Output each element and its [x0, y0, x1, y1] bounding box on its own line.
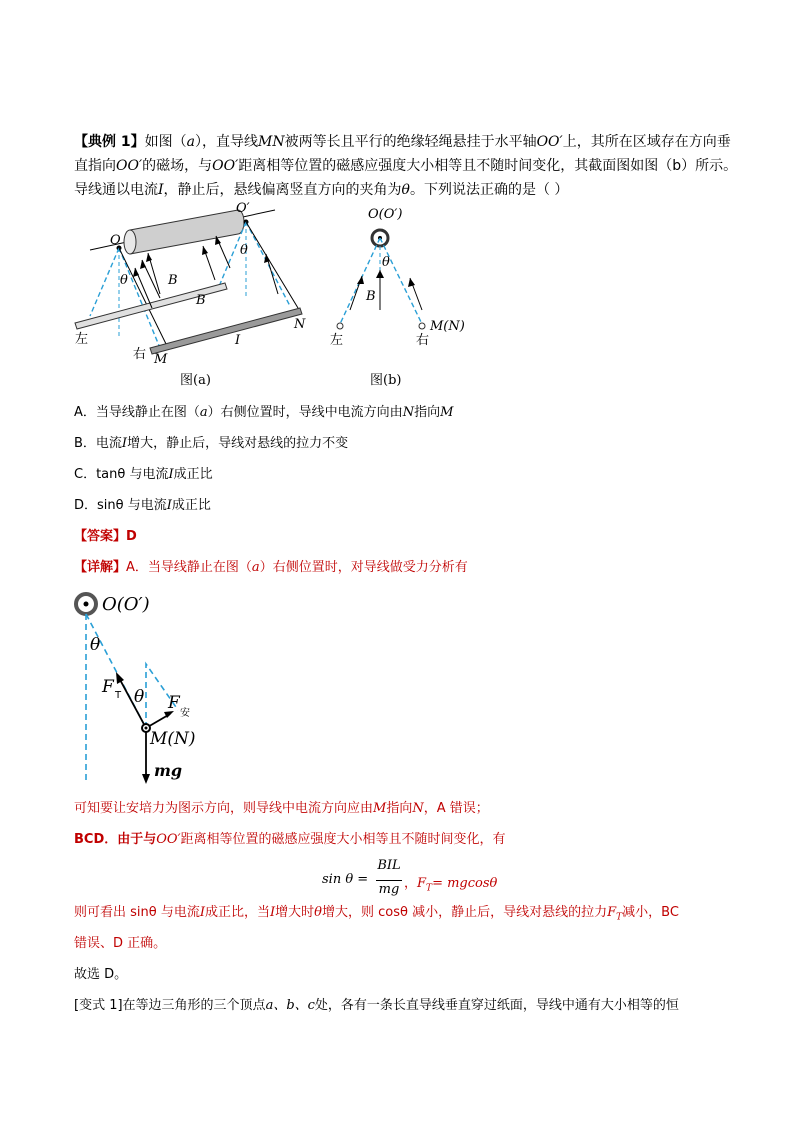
text: 如图（ [144, 134, 187, 150]
label-right: 右 [133, 347, 147, 362]
detail-line [74, 557, 468, 579]
text: [变式 1]在等边三角形的三个顶点 [74, 998, 266, 1013]
option-a [74, 402, 453, 424]
label-O-prime: O′ [236, 201, 250, 216]
option-d [74, 495, 211, 517]
variant-line-1 [74, 995, 679, 1017]
formula-denominator: mg [378, 882, 400, 897]
figure-b-diagram [320, 200, 470, 390]
text: 成正比，当 [204, 905, 270, 920]
formula-rhs: = mgcosθ [432, 876, 498, 891]
text: ，A 错误； [423, 801, 489, 816]
force-diagram [70, 588, 250, 788]
answer [74, 526, 137, 548]
formula-numerator: BIL [377, 858, 401, 873]
option-c [74, 464, 213, 486]
var: M [373, 801, 387, 816]
label-F-an-sub: 安 [180, 708, 190, 719]
var: I [121, 436, 128, 451]
label-O-O-prime: O(O′) [368, 207, 403, 222]
label-left: 左 [75, 332, 89, 347]
var: I [199, 905, 205, 920]
text: D．sinθ 与电流 [74, 498, 167, 513]
label-FT: F [102, 677, 114, 697]
explain-line-4: 错误、D 正确。 [74, 936, 167, 951]
question-tag: 【典例 1】 [74, 134, 145, 150]
var: F [607, 905, 617, 920]
text: ）右侧位置时，导线中电流方向由 [207, 405, 403, 420]
label-B: B [366, 289, 376, 304]
text: 被两等长且平行的绝缘轻绳悬挂于水平轴 [284, 134, 537, 150]
var: θ [314, 905, 322, 920]
text: 减小，BC [622, 905, 679, 920]
text: ， [404, 876, 418, 891]
question-line-2 [74, 155, 737, 177]
text: 处，各有一条长直导线垂直穿过纸面，导线中通有大小相等的恒 [314, 998, 679, 1013]
text: 则可看出 sinθ 与电流 [74, 905, 200, 920]
var: I [270, 905, 276, 920]
text: ，静止后，悬线偏离竖直方向的夹角为 [163, 182, 402, 198]
figure-a-diagram [70, 198, 315, 393]
var: N [412, 801, 424, 816]
var: a [186, 134, 195, 150]
var: a、b、c [265, 998, 315, 1013]
text: ）右侧位置时，对导线做受力分析有 [259, 560, 468, 575]
var: a [251, 560, 260, 575]
answer-label: 【答案】 [74, 529, 127, 544]
text: 直指向 [74, 158, 116, 174]
text: B．电流 [74, 436, 122, 451]
explain-line-3 [74, 902, 679, 929]
text: 可知要让安培力为图示方向，则导线中电流方向应由 [74, 801, 374, 816]
text: ），直导线 [194, 134, 258, 150]
text: A．当导线静止在图（ [126, 560, 252, 575]
label-right: 右 [416, 333, 430, 348]
figure-b-caption: 图(b) [370, 373, 402, 388]
label-left: 左 [330, 333, 344, 348]
text: 。下列说法正确的是（ ） [409, 182, 569, 198]
label-theta: θ [382, 255, 390, 270]
text: 增大时 [275, 905, 315, 920]
label-O: O [110, 233, 121, 248]
figure-a-caption: 图(a) [180, 373, 211, 388]
label-theta: θ [120, 273, 128, 288]
label-mg: mg [154, 761, 183, 780]
text: A．当导线静止在图（ [74, 405, 200, 420]
label-F-an: F [168, 693, 180, 713]
var: OO′ [156, 832, 181, 847]
text: 距离相等位置的磁感应强度大小相等且不随时间变化，有 [180, 832, 506, 847]
text: 上，其所在区域存在方向垂 [562, 134, 731, 150]
text: 距离相等位置的磁感应强度大小相等且不随时间变化，其截面图如图（b）所示。 [238, 158, 738, 174]
var: OO′ [212, 158, 239, 174]
var: N [402, 405, 415, 420]
var: I [168, 467, 174, 482]
text: 增大，静止后，导线对悬线的拉力不变 [127, 436, 349, 451]
explain-line-2 [74, 829, 506, 851]
label-FT-sub: T [115, 690, 122, 701]
label-N: N [294, 317, 306, 332]
var: I [158, 182, 164, 198]
label-O-O-prime: O(O′) [102, 594, 150, 615]
text: C．tanθ 与电流 [74, 467, 169, 482]
var: F [417, 876, 427, 891]
text: 增大，则 cosθ 减小，静止后，导线对悬线的拉力 [321, 905, 608, 920]
label-B2: B [196, 293, 206, 308]
var: M [440, 405, 454, 420]
var: θ [401, 182, 410, 198]
label-M: M [154, 352, 168, 367]
label-B1: B [168, 273, 178, 288]
question-line-1 [74, 131, 731, 153]
text: BCD．由于与 [74, 832, 157, 847]
var: OO′ [536, 134, 563, 150]
formula-fraction-bar [376, 880, 402, 881]
label-I: I [235, 333, 241, 348]
text: 成正比 [171, 498, 211, 513]
var: a [199, 405, 208, 420]
detail-label: 【详解】 [74, 560, 127, 575]
sub: T [426, 883, 433, 894]
label-theta-1: θ [90, 635, 101, 655]
sub: T [616, 912, 623, 923]
label-theta-right: θ [240, 243, 248, 258]
text: 指向 [386, 801, 413, 816]
text: 成正比 [173, 467, 213, 482]
answer-value: D [126, 529, 137, 544]
text: 的磁场，与 [142, 158, 213, 174]
formula-sin: sin θ = [322, 872, 369, 887]
text: 导线通以电流 [74, 182, 158, 198]
label-theta-2: θ [134, 687, 145, 707]
var: I [166, 498, 172, 513]
var: MN [257, 134, 285, 150]
option-b [74, 433, 348, 455]
text: 指向 [414, 405, 441, 420]
conclusion: 故选 D。 [74, 967, 128, 982]
label-M-N: M(N) [150, 729, 196, 749]
explain-line-1 [74, 798, 489, 820]
var: OO′ [116, 158, 143, 174]
label-M-N: M(N) [430, 319, 465, 334]
